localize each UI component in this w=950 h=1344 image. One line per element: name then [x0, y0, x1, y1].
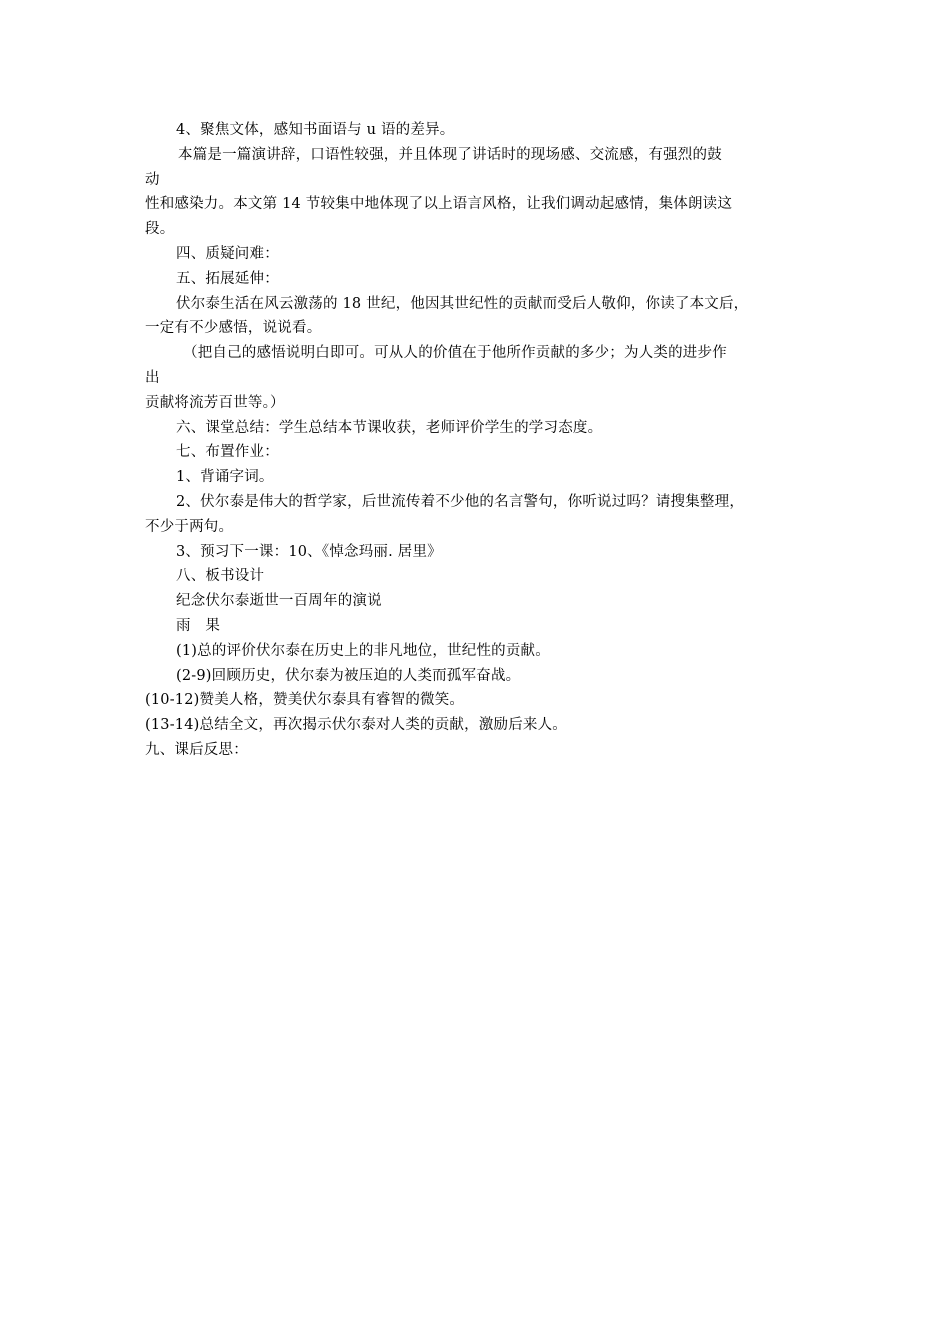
paragraph-line: 动 [145, 171, 160, 188]
paragraph-line: 伏尔泰生活在风云激荡的 18 世纪，他因其世纪性的贡献而受后人敬仰，你读了本文后， [176, 295, 749, 312]
section-heading-7: 七、布置作业： [176, 444, 279, 461]
section-item-4-heading: 4、聚焦文体，感知书面语与 u 语的差异。 [176, 122, 455, 138]
homework-item-1: 1、背诵字词。 [176, 469, 274, 486]
board-item: (2-9)回顾历史，伏尔泰为被压迫的人类而孤军奋战。 [176, 667, 521, 684]
board-author: 雨 果 [176, 617, 221, 634]
homework-item-2: 2、伏尔泰是伟大的哲学家，后世流传着不少他的名言警句，你听说过吗？请搜集整理， [176, 493, 745, 510]
paragraph-line: 出 [145, 369, 160, 386]
section-heading-8: 八、板书设计 [176, 568, 265, 585]
section-heading-5: 五、拓展延伸： [176, 270, 279, 287]
board-item: (13-14)总结全文，再次揭示伏尔泰对人类的贡献，激励后来人。 [145, 717, 568, 734]
board-title: 纪念伏尔泰逝世一百周年的演说 [176, 593, 382, 610]
paragraph-line: 贡献将流芳百世等。） [145, 394, 285, 411]
section-heading-9: 九、课后反思： [145, 741, 248, 758]
homework-item-2-continued: 不少于两句。 [145, 518, 234, 535]
paragraph-line: 段。 [145, 221, 175, 238]
paragraph-line: （把自己的感悟说明白即可。可从人的价值在于他所作贡献的多少；为人类的进步作 [183, 345, 727, 362]
section-heading-4: 四、质疑问难： [176, 245, 279, 262]
document-body [145, 118, 813, 763]
board-item: (10-12)赞美人格，赞美伏尔泰具有睿智的微笑。 [145, 692, 465, 709]
section-heading-6: 六、课堂总结：学生总结本节课收获，老师评价学生的学习态度。 [176, 419, 603, 436]
homework-item-3: 3、预习下一课：10、《悼念玛丽. 居里》 [176, 543, 442, 560]
paragraph-line: 本篇是一篇演讲辞，口语性较强，并且体现了讲话时的现场感、交流感，有强烈的鼓 [178, 146, 722, 163]
paragraph-line: 性和感染力。本文第 14 节较集中地体现了以上语言风格，让我们调动起感情，集体朗读这 [145, 196, 733, 213]
board-item: (1)总的评价伏尔泰在历史上的非凡地位，世纪性的贡献。 [176, 642, 550, 659]
paragraph-line: 一定有不少感悟，说说看。 [145, 320, 322, 337]
